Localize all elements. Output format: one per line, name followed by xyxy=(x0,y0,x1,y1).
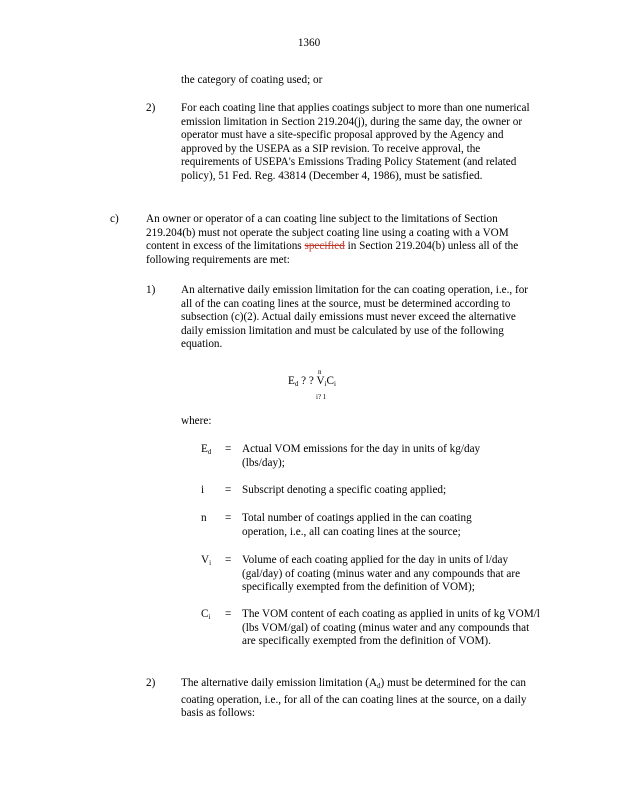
equation-c-sub: i xyxy=(333,380,336,388)
intro-continuation: the category of coating used; or xyxy=(181,74,323,86)
definition-text: Subscript denoting a specific coating applied; xyxy=(242,484,447,496)
definition-sym-ci: $C_i$ xyxy=(201,608,211,621)
item-c2-text: The alternative daily emission limitation $(A_d)$ must be determined for the can coating operation, i.e., for all of the can coating lines at the source, on a daily basis as follows: xyxy=(181,677,527,720)
definition-sym-vi: $V_i$ xyxy=(201,554,212,567)
item-c2-label: 2) xyxy=(146,677,156,689)
equation-lower-limit: i? 1 xyxy=(316,393,327,401)
section-c-text-after: in Section 219.204(b) unless all of the following requirements are met: xyxy=(146,240,519,266)
section-c-text xyxy=(146,213,536,267)
definition-eq: = xyxy=(225,512,232,524)
definition-sym-n: n xyxy=(201,512,207,524)
item-b2-text: For each coating line that applies coatings subject to more than one numerical emission limitation in Section 219.204(j), during the same day, the owner or operator must have a site-specific proposal approved by the Agency and approved by the USEPA as a SIP revision. To receive approval, the requirements of USEPA's Emissions Trading Policy Statement (and related policy), 51 Fed. Reg. 43814 (December 4, 1986), must be satisfied. xyxy=(181,102,530,182)
equation-lhs-sub: d xyxy=(294,380,299,388)
section-c-label: c) xyxy=(110,213,119,225)
where-label: where: xyxy=(181,415,212,427)
definition-eq: = xyxy=(225,484,232,496)
definition-eq: = xyxy=(225,554,232,566)
item-b2-label: 2) xyxy=(146,102,156,114)
definition-text: The VOM content of each coating as applied in units of kg VOM/l (lbs VOM/gal) of coating (minus water and any compounds that are specifically exempted from the definition of VOM). xyxy=(242,608,540,648)
definition-eq: = xyxy=(225,608,232,620)
definition-sym-i: i xyxy=(201,484,205,496)
equation-middle: ? ? V xyxy=(298,375,325,387)
equation-upper-limit: n xyxy=(318,368,322,376)
page-number: 1360 xyxy=(297,37,321,49)
item-c1-text: An alternative daily emission limitation for the can coating operation, i.e., for all of the can coating lines at the source, must be determined according to subsection (c)(2). Actual daily emissions must never exceed the alternative daily emission limitation and must be calculated by use of the following equation. xyxy=(181,284,529,351)
struck-text: specified xyxy=(304,240,345,253)
definition-eq: = xyxy=(225,443,232,455)
equation-c: C xyxy=(326,375,334,387)
definition-sym-ed: $E_d$ xyxy=(201,443,212,456)
section-c-text-before: An owner or operator of a can coating line subject to the limitations of Section 219.204(b) must not operate the subject coating line using a coating with a VOM content in excess of the limitations xyxy=(146,213,509,253)
item-c1-label: 1) xyxy=(146,284,156,296)
equation-main xyxy=(288,375,336,392)
equation-v-sub: i xyxy=(324,380,327,388)
definition-text: Total number of coatings applied in the can coating operation, i.e., all can coating lines at the source; xyxy=(242,512,472,538)
equation-lhs: E xyxy=(288,375,295,387)
definition-text: Volume of each coating applied for the day in units of l/day (gal/day) of coating (minus water and any compounds that are specifically exempted from the definition of VOM); xyxy=(242,554,521,594)
definition-text: Actual VOM emissions for the day in units of kg/day (lbs/day); xyxy=(242,443,481,469)
